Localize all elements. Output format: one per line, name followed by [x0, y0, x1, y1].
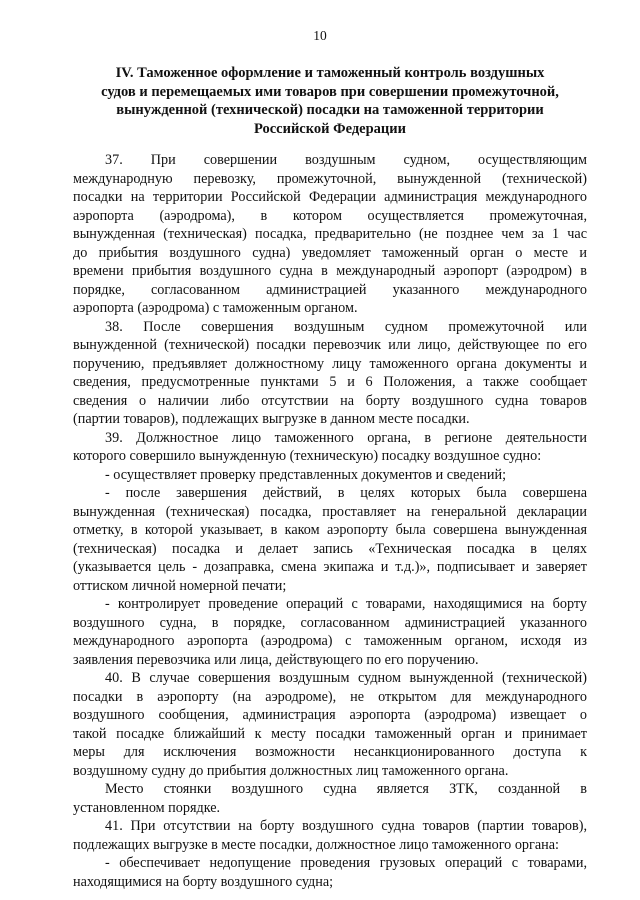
body-line: международную перевозку, промежуточной, вынужденной (технической)	[73, 170, 587, 187]
body-line: воздушного судна, в порядке, согласованном администрацией указанного	[73, 614, 587, 631]
body-line: 37. При совершении воздушным судном, осуществляющим	[105, 152, 587, 168]
body-line: меры для исключения возможности несанкционированного доступа к	[73, 744, 587, 760]
body-line: международного аэропорта (аэродрома) с таможенным органом, исходя из	[73, 633, 587, 649]
body-line: до прибытия воздушного судна) уведомляет таможенный орган о месте и	[73, 244, 587, 261]
body-line: аэропорта (аэродрома), в котором осуществляется промежуточная,	[73, 207, 587, 224]
body-line: оттиском личной номерной печати;	[73, 577, 287, 594]
body-line: вынужденной (технической) посадки перевозчик или лицо, действующее по его	[73, 337, 587, 353]
body-line: 38. После совершения воздушным судном промежуточной или	[105, 318, 587, 335]
body-line: сведения, предусмотренные пунктами 5 и 6 Положения, а также сообщает	[73, 374, 587, 390]
page-number: 10	[313, 28, 327, 43]
body-line: сведения о наличии либо отсутствии на борту воздушного судна товаров	[73, 392, 587, 409]
body-line: которого совершило вынужденную (техническую) посадку воздушное судно:	[73, 448, 542, 464]
body-line: Место стоянки воздушного судна является ЗТК, созданной в	[105, 781, 587, 797]
body-line: 40. В случае совершения воздушным судном вынужденной (технической)	[105, 670, 587, 686]
body-line: установленном порядке.	[73, 799, 221, 816]
body-line: - контролирует проведение операций с товарами, находящимися на борту	[105, 596, 587, 612]
body-line: находящимися на борту воздушного судна;	[73, 873, 334, 890]
body-line: вынужденная (техническая) посадка, проставляет на генеральной декларации	[73, 503, 587, 520]
body-line: (партии товаров), подлежащих выгрузке в данном месте посадки.	[73, 411, 470, 427]
section-title-line: судов и перемещаемых ими товаров при совершении промежуточной,	[101, 83, 559, 100]
body-line: 41. При отсутствии на борту воздушного судна товаров (партии товаров),	[105, 818, 587, 834]
section-title-line: IV. Таможенное оформление и таможенный контроль воздушных	[115, 65, 545, 81]
body-line: вынужденная (техническая) посадка, предварительно (не позднее чем за 1 час	[73, 226, 587, 242]
body-line: подлежащих выгрузке в месте посадки, должностное лицо таможенного органа:	[73, 836, 559, 853]
body-line: - после завершения действий, в целях которых была совершена	[105, 485, 587, 501]
section-title	[80, 64, 580, 138]
section-title-line: вынужденной (технической) посадки на таможенной территории	[116, 102, 544, 118]
body-line: 39. Должностное лицо таможенного органа, в регионе деятельности	[105, 429, 587, 446]
body-line: порядке, согласованном администрацией указанного международного	[73, 281, 587, 298]
body-text	[73, 151, 587, 891]
body-line: (указывается цель - дозаправка, смена экипажа и т.д.)», подписывает и заверяет	[73, 559, 587, 575]
body-line: (техническая) посадка и делает запись «Техническая посадка в целях	[73, 540, 587, 557]
body-line: воздушному судну до прибытия должностных лиц таможенного органа.	[73, 762, 509, 779]
section-title-line: Российской Федерации	[253, 120, 406, 137]
body-line: - обеспечивает недопущение проведения грузовых операций с товарами,	[105, 855, 587, 871]
body-line: заявления перевозчика или лица, действующего по его поручению.	[73, 651, 479, 668]
body-line: такой посадке ближайший к месту посадки таможенный орган и принимает	[73, 725, 587, 742]
body-line: аэропорта (аэродрома) с таможенным органом.	[73, 300, 358, 316]
body-line: времени прибытия воздушного судна в международный аэропорт (аэродром) в	[73, 263, 587, 279]
body-line: воздушного сообщения, администрация аэропорта (аэродрома) извещает о	[73, 707, 587, 723]
body-line: - осуществляет проверку представленных документов и сведений;	[105, 466, 507, 483]
body-line: посадки в аэропорту (на аэродроме), не открытом для международного	[73, 688, 587, 705]
body-line: посадки на территории Российской Федерации администрация международного	[73, 189, 587, 205]
body-line: поручению, предъявляет должностному лицу таможенного органа документы и	[73, 355, 587, 372]
body-line: отметку, в которой указывает, в каком аэропорту была совершена вынужденная	[73, 522, 587, 538]
